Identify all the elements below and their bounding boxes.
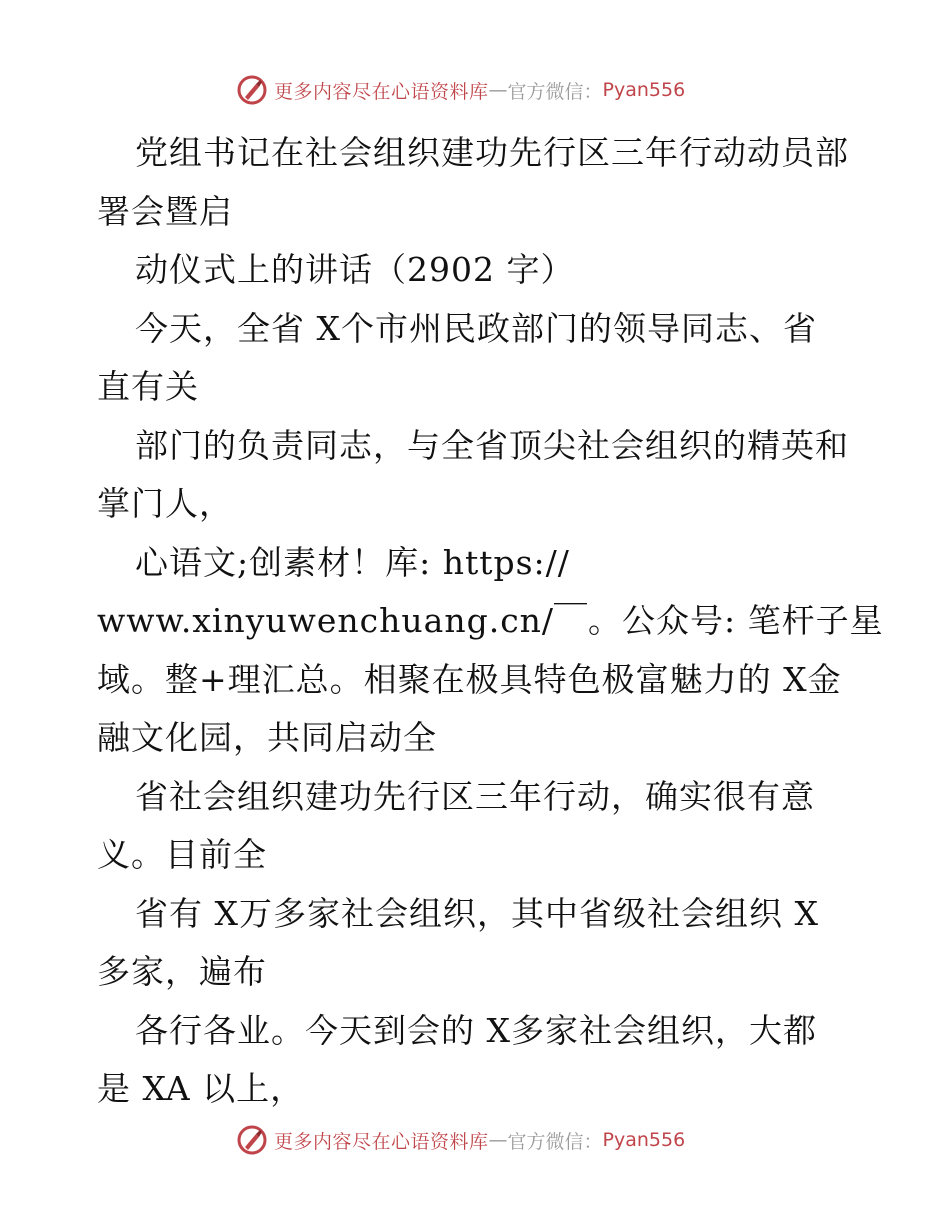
banner-separator: — bbox=[488, 79, 508, 101]
text-line: 省有 X万多家社会组织，其中省级社会组织 X bbox=[135, 893, 819, 933]
pen-logo-icon bbox=[236, 74, 268, 106]
text-line: 动仪式上的讲话（2902 字） bbox=[135, 250, 575, 289]
banner-separator: — bbox=[488, 1129, 508, 1151]
text-line: 掌门人， bbox=[97, 484, 233, 523]
banner-text: 更多内容尽在心语资料库 bbox=[274, 1130, 489, 1153]
text-line: 今天，全省 X个市州民政部门的领导同志、省 bbox=[135, 308, 817, 348]
document-body bbox=[97, 124, 884, 1119]
text-line: www.xinyuwenchuang.cn/￣。公众号: 笔杆子星 bbox=[97, 601, 884, 640]
text-line: 部门的负责同志，与全省顶尖社会组织的精英和 bbox=[135, 425, 849, 465]
banner-wechat-label: 官方微信： bbox=[507, 1130, 603, 1153]
pen-logo-icon bbox=[236, 1124, 268, 1156]
text-line: 署会暨启 bbox=[97, 191, 233, 231]
text-line: 直有关 bbox=[97, 367, 199, 406]
text-line: 心语文;创素材！库: https:// bbox=[135, 542, 570, 582]
banner-text: 更多内容尽在心语资料库 bbox=[274, 80, 489, 103]
text-line: 各行各业。今天到会的 X多家社会组织，大都 bbox=[135, 1010, 817, 1050]
footer-watermark-banner bbox=[236, 1120, 716, 1160]
text-line: 融文化园，共同启动全 bbox=[97, 718, 437, 757]
text-line: 是 XA 以上， bbox=[97, 1069, 305, 1108]
text-line: 党组书记在社会组织建功先行区三年行动动员部 bbox=[135, 133, 849, 172]
header-watermark-banner bbox=[236, 70, 716, 110]
text-line: 域。整+理汇总。相聚在极具特色极富魅力的 X金 bbox=[97, 659, 842, 699]
text-line: 义。目前全 bbox=[97, 835, 267, 874]
banner-wechat-label: 官方微信： bbox=[507, 80, 603, 103]
banner-wechat-id: Pyan556 bbox=[602, 1129, 686, 1151]
banner-wechat-id: Pyan556 bbox=[602, 79, 686, 101]
text-line: 省社会组织建功先行区三年行动，确实很有意 bbox=[135, 776, 815, 816]
text-line: 多家，遍布 bbox=[97, 952, 267, 991]
